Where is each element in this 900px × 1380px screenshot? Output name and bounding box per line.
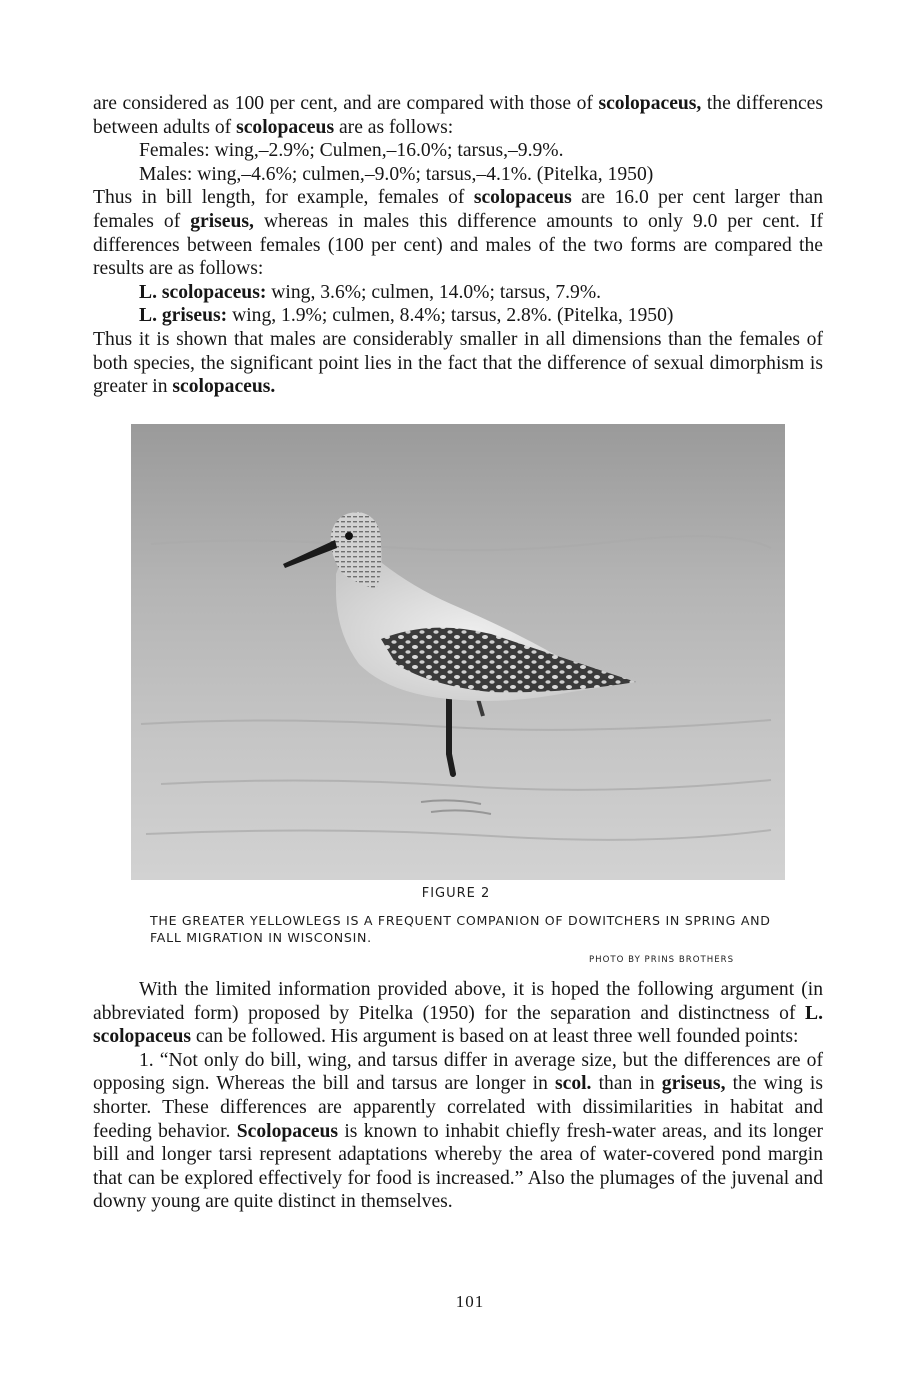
point-one: 1. “Not only do bill, wing, and tarsus differ in average size, but the differences are of opposing sign. Whereas the bill and tarsus are longer in scol. than in griseus, the wing is shorter. These differences are apparently correlated with dissimilarities in habitat and feeding behavior. Scolopaceus is known to inhabit chiefly fresh-water areas, and its longer bill and longer tarsi represent adaptations whereby the area of water-covered pond margin that can be explored effectively for food is increased.” Also the plumages of the juvenal and downy young are quite distinct in themselves.	[93, 1049, 823, 1213]
top-text-block	[93, 92, 823, 399]
bird-photo-drawing	[131, 424, 785, 880]
paragraph-dimorphism: Thus it is shown that males are considerably smaller in all dimensions than the females of both species, the significant point lies in the fact that the difference of sexual dimorphism is greater in scolopaceus.	[93, 328, 823, 398]
paragraph-argument: With the limited information provided above, it is hoped the following argument (in abbreviated form) proposed by Pitelka (1950) for the separation and distinctness of L. scolopaceus can be followed. His argument is based on at least three well founded points:	[93, 979, 823, 1048]
yellowlegs-photo	[131, 424, 785, 880]
females-line: Females: wing,–2.9%; Culmen,–16.0%; tarsus,–9.9%.	[139, 140, 564, 162]
figure-caption: THE GREATER YELLOWLEGS IS A FREQUENT COMPANION OF DOWITCHERS IN SPRING AND FALL MIGRATION IN WISCONSIN.	[150, 913, 771, 945]
photo-credit: PHOTO BY PRINS BROTHERS	[589, 955, 735, 965]
scolopaceus-line: L. scolopaceus: wing, 3.6%; culmen, 14.0%; tarsus, 7.9%.	[139, 281, 602, 303]
paragraph-intro: are considered as 100 per cent, and are compared with those of scolopaceus, the differences between adults of scolopaceus are as follows:	[93, 93, 824, 138]
page-number: 101	[455, 1292, 485, 1311]
bottom-text-block	[93, 978, 823, 1214]
figure-label: FIGURE 2	[421, 886, 491, 901]
paragraph-bill-length: Thus in bill length, for example, females of scolopaceus are 16.0 per cent larger than females of griseus, whereas in males this difference amounts to only 9.0 per cent. If differences between females (100 per cent) and males of the two forms are compared the results are as follows:	[93, 187, 823, 280]
males-line: Males: wing,–4.6%; culmen,–9.0%; tarsus,–4.1%. (Pitelka, 1950)	[139, 163, 654, 185]
griseus-line: L. griseus: wing, 1.9%; culmen, 8.4%; tarsus, 2.8%. (Pitelka, 1950)	[139, 305, 674, 327]
